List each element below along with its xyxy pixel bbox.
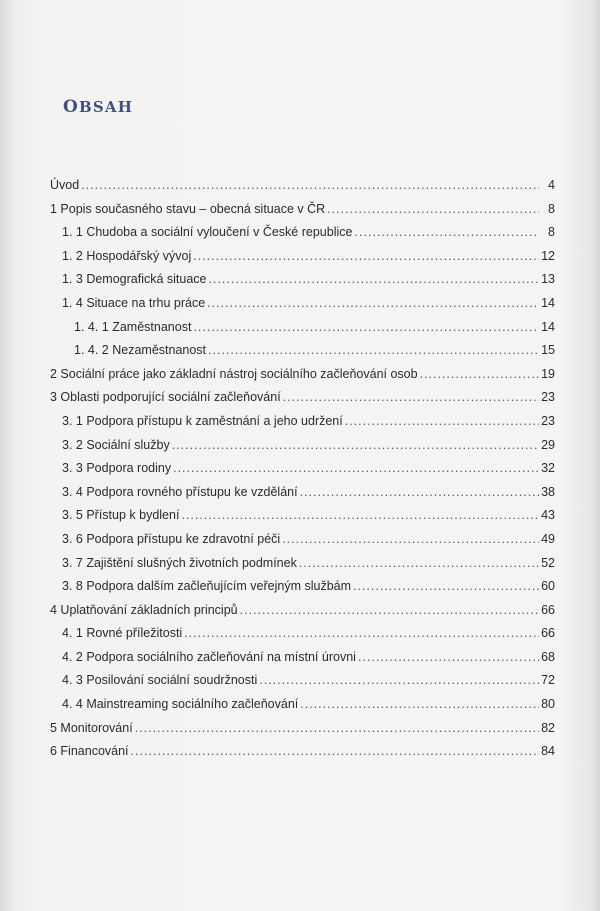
- toc-entry-label: 3. 2 Sociální služby: [62, 437, 170, 452]
- toc-entry-page: 82: [541, 720, 555, 735]
- toc-entry[interactable]: [50, 366, 555, 390]
- toc-leader-dots: [135, 720, 539, 736]
- toc-entry-page: 60: [541, 579, 555, 594]
- toc-entry-label: 3. 8 Podpora dalším začleňujícím veřejným službám: [62, 579, 352, 594]
- toc-entry-page: 14: [541, 319, 555, 334]
- toc-entry-page: 52: [541, 555, 555, 570]
- toc-entry-page: 49: [541, 531, 555, 546]
- toc-entry-label: 2 Sociální práce jako základní nástroj sociálního začleňování osob: [50, 366, 418, 381]
- toc-entry-label: 3. 5 Přístup k bydlení: [62, 508, 180, 523]
- toc-entry-label: 5 Monitorování: [50, 720, 133, 735]
- toc-leader-dots: [193, 248, 539, 264]
- toc-entry-page: 80: [541, 697, 555, 712]
- title-initial: O: [63, 97, 80, 117]
- toc-leader-dots: [420, 366, 539, 382]
- toc-entry-label: 4. 2 Podpora sociálního začleňování na místní úrovni: [62, 649, 356, 664]
- page-title: [63, 97, 133, 117]
- toc-leader-dots: [81, 177, 539, 193]
- toc-entry[interactable]: [50, 389, 555, 413]
- toc-leader-dots: [300, 484, 539, 500]
- toc-entry-label: 3. 7 Zajištění slušných životních podmínek: [62, 555, 297, 570]
- toc-entry-label: 4. 4 Mainstreaming sociálního začleňování: [62, 697, 299, 712]
- toc-entry-page: 4: [548, 178, 555, 192]
- toc-entry[interactable]: [50, 720, 555, 744]
- toc-entry-label: 1. 1 Chudoba a sociální vyloučení v České republice: [62, 225, 353, 240]
- toc-leader-dots: [131, 743, 539, 759]
- toc-leader-dots: [345, 413, 539, 429]
- toc-leader-dots: [282, 531, 539, 547]
- toc-entry[interactable]: [50, 248, 555, 272]
- toc-entry-label: 3. 1 Podpora přístupu k zaměstnání a jeho udržení: [62, 413, 343, 428]
- toc-entry-label: 3 Oblasti podporující sociální začleňování: [50, 390, 281, 405]
- toc-entry-page: 19: [541, 366, 555, 381]
- toc-entry[interactable]: [50, 625, 555, 649]
- toc-leader-dots: [283, 389, 539, 405]
- toc-entry-page: 84: [541, 744, 555, 759]
- toc-entry-label: 1 Popis současného stavu – obecná situace v ČR: [50, 201, 326, 216]
- toc-entry[interactable]: [50, 177, 555, 201]
- toc-entry-label: 4. 3 Posilování sociální soudržnosti: [62, 673, 258, 688]
- toc-entry-page: 38: [541, 484, 555, 499]
- toc-entry[interactable]: [50, 319, 555, 343]
- toc-entry[interactable]: [50, 437, 555, 461]
- toc-leader-dots: [181, 507, 539, 523]
- toc-entry-label: 1. 4 Situace na trhu práce: [62, 295, 206, 310]
- title-rest: BSAH: [79, 98, 134, 116]
- toc-entry-label: Úvod: [50, 178, 80, 192]
- toc-entry[interactable]: [50, 696, 555, 720]
- toc-entry-label: 1. 2 Hospodářský vývoj: [62, 248, 192, 263]
- toc-entry[interactable]: [50, 224, 555, 248]
- toc-entry[interactable]: [50, 484, 555, 508]
- toc-entry-label: 4 Uplatňování základních principů: [50, 602, 238, 617]
- toc-leader-dots: [207, 295, 539, 311]
- toc-entry[interactable]: [50, 672, 555, 696]
- toc-leader-dots: [208, 342, 539, 358]
- toc-entry[interactable]: [50, 555, 555, 579]
- toc-entry[interactable]: [50, 413, 555, 437]
- toc-entry-page: 23: [541, 413, 555, 428]
- toc-entry-page: 32: [541, 461, 555, 476]
- table-of-contents: [50, 177, 555, 767]
- toc-entry-page: 66: [541, 626, 555, 641]
- toc-leader-dots: [327, 201, 539, 217]
- toc-entry-page: 8: [548, 201, 555, 216]
- toc-leader-dots: [193, 319, 539, 335]
- toc-entry[interactable]: [50, 743, 555, 767]
- toc-entry-page: 72: [541, 673, 555, 688]
- toc-entry-label: 3. 4 Podpora rovného přístupu ke vzdělání: [62, 484, 298, 499]
- toc-leader-dots: [299, 555, 539, 571]
- toc-leader-dots: [209, 271, 539, 287]
- toc-leader-dots: [172, 437, 539, 453]
- toc-leader-dots: [300, 696, 539, 712]
- toc-entry-page: 12: [541, 248, 555, 263]
- toc-entry[interactable]: [50, 460, 555, 484]
- toc-entry[interactable]: [50, 342, 555, 366]
- toc-entry-label: 6 Financování: [50, 744, 129, 759]
- toc-entry-page: 13: [541, 272, 555, 287]
- toc-entry[interactable]: [50, 201, 555, 225]
- toc-entry-page: 8: [548, 225, 555, 240]
- toc-entry-label: 1. 4. 1 Zaměstnanost: [74, 319, 192, 334]
- toc-entry[interactable]: [50, 531, 555, 555]
- toc-entry-page: 14: [541, 295, 555, 310]
- toc-entry[interactable]: [50, 295, 555, 319]
- toc-entry-label: 3. 6 Podpora přístupu ke zdravotní péči: [62, 531, 281, 546]
- toc-entry-label: 3. 3 Podpora rodiny: [62, 461, 172, 476]
- toc-entry[interactable]: [50, 507, 555, 531]
- toc-leader-dots: [240, 602, 539, 618]
- toc-leader-dots: [358, 649, 539, 665]
- toc-entry-page: 23: [541, 390, 555, 405]
- toc-entry[interactable]: [50, 578, 555, 602]
- toc-entry[interactable]: [50, 602, 555, 626]
- toc-entry[interactable]: [50, 271, 555, 295]
- toc-leader-dots: [173, 460, 539, 476]
- toc-leader-dots: [184, 625, 539, 641]
- toc-entry-page: 43: [541, 508, 555, 523]
- toc-entry[interactable]: [50, 649, 555, 673]
- toc-entry-page: 68: [541, 649, 555, 664]
- toc-entry-label: 1. 3 Demografická situace: [62, 272, 207, 287]
- toc-leader-dots: [354, 224, 539, 240]
- toc-leader-dots: [259, 672, 539, 688]
- toc-entry-label: 4. 1 Rovné příležitosti: [62, 626, 183, 641]
- toc-entry-label: 1. 4. 2 Nezaměstnanost: [74, 343, 207, 358]
- toc-entry-page: 15: [541, 343, 555, 358]
- toc-leader-dots: [353, 578, 539, 594]
- toc-entry-page: 66: [541, 602, 555, 617]
- toc-entry-page: 29: [541, 437, 555, 452]
